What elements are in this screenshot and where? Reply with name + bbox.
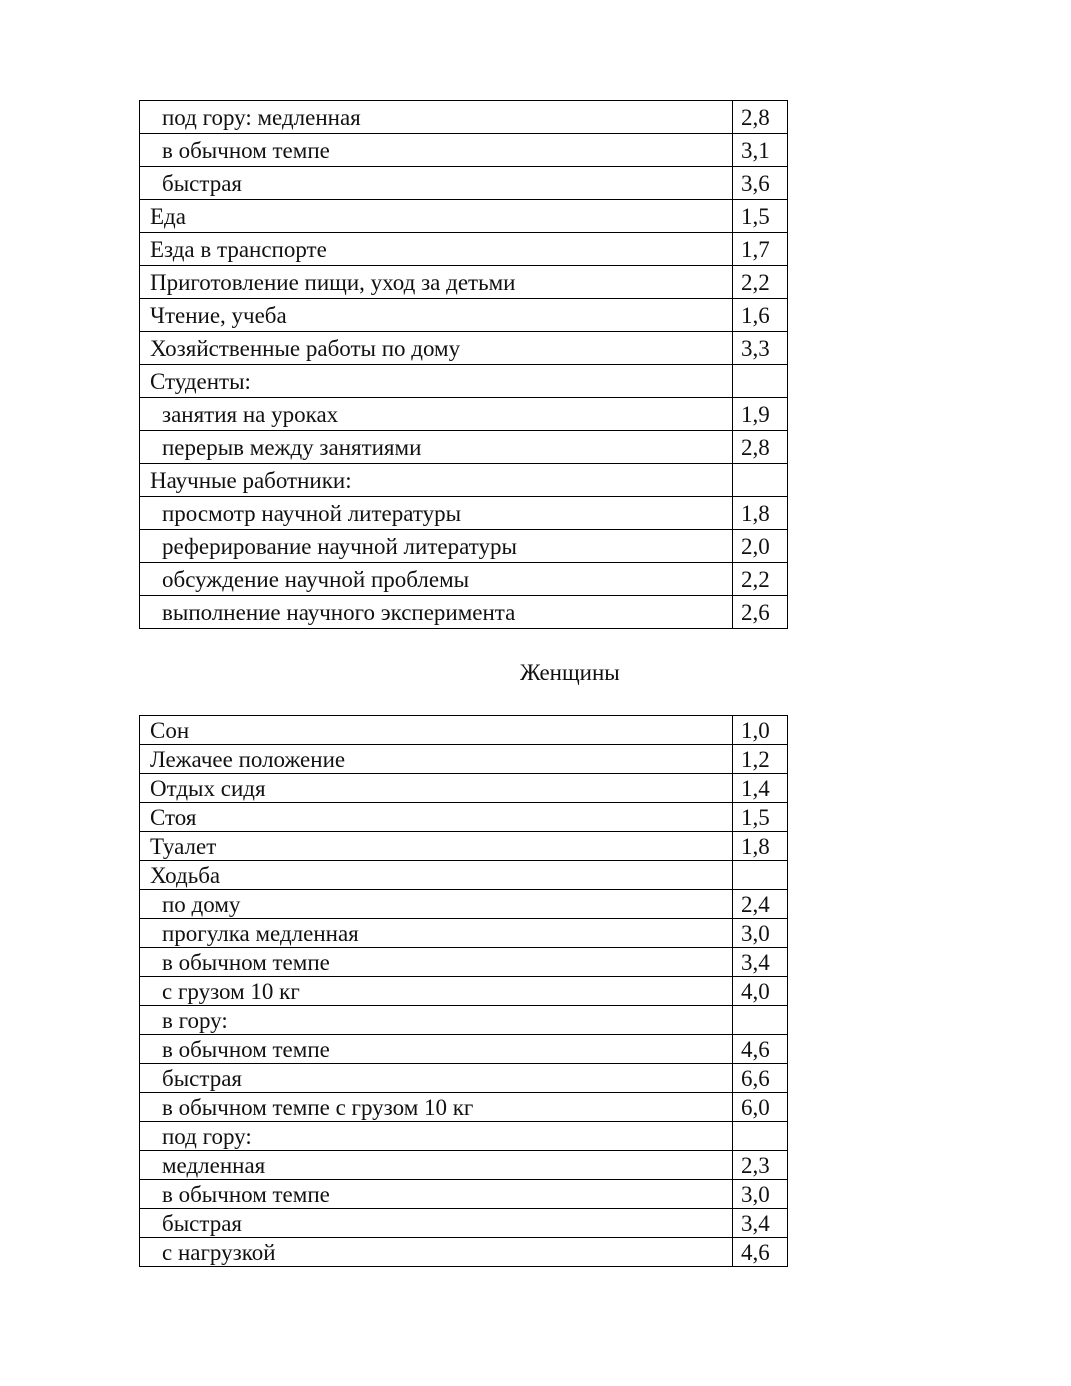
activity-label-cell: в обычном темпе с грузом 10 кг [140,1093,733,1122]
table-row [140,464,788,497]
table-row [140,332,788,365]
value-cell: 2,6 [733,596,788,629]
value-cell: 2,8 [733,431,788,464]
value-cell: 3,4 [733,1209,788,1238]
activity-label-cell: быстрая [140,1064,733,1093]
table-row [140,1238,788,1267]
value-cell: 3,0 [733,919,788,948]
activity-label-cell: Езда в транспорте [140,233,733,266]
value-cell: 1,8 [733,497,788,530]
value-cell: 1,5 [733,200,788,233]
activity-label-cell: быстрая [140,167,733,200]
table-row [140,497,788,530]
table-row [140,233,788,266]
activity-label-cell: Приготовление пищи, уход за детьми [140,266,733,299]
activity-label-cell: Хозяйственные работы по дому [140,332,733,365]
activity-table-continued [139,100,788,629]
activity-label-cell: под гору: медленная [140,101,733,134]
table-row [140,890,788,919]
activity-label-cell: с нагрузкой [140,1238,733,1267]
value-cell: 1,8 [733,832,788,861]
activity-label-cell: с грузом 10 кг [140,977,733,1006]
value-cell: 3,3 [733,332,788,365]
table-row [140,563,788,596]
activity-table-women [139,715,788,1267]
table-row [140,431,788,464]
value-cell: 1,0 [733,716,788,745]
table-row [140,948,788,977]
value-cell: 6,6 [733,1064,788,1093]
table-row [140,919,788,948]
value-cell [733,464,788,497]
table-body [140,716,788,1267]
value-cell [733,1006,788,1035]
table-row [140,398,788,431]
table-row [140,803,788,832]
value-cell: 1,6 [733,299,788,332]
value-cell [733,861,788,890]
table-row [140,167,788,200]
value-cell: 4,6 [733,1035,788,1064]
activity-label-cell: выполнение научного эксперимента [140,596,733,629]
activity-label-cell: Ходьба [140,861,733,890]
activity-label-cell: Лежачее положение [140,745,733,774]
value-cell: 1,4 [733,774,788,803]
activity-label-cell: медленная [140,1151,733,1180]
activity-label-cell: в обычном темпе [140,1035,733,1064]
activity-label-cell: просмотр научной литературы [140,497,733,530]
activity-label-cell: Туалет [140,832,733,861]
value-cell: 2,4 [733,890,788,919]
table-row [140,365,788,398]
table-row [140,200,788,233]
activity-label-cell: в обычном темпе [140,948,733,977]
value-cell: 2,0 [733,530,788,563]
activity-label-cell: Еда [140,200,733,233]
table-row [140,832,788,861]
activity-label-cell: в гору: [140,1006,733,1035]
activity-label-cell: по дому [140,890,733,919]
table-row [140,266,788,299]
table-row [140,1006,788,1035]
table-row [140,101,788,134]
table-row [140,1035,788,1064]
table-row [140,1064,788,1093]
table-body [140,101,788,629]
value-cell: 3,4 [733,948,788,977]
table-row [140,596,788,629]
activity-label-cell: обсуждение научной проблемы [140,563,733,596]
table-row [140,1180,788,1209]
activity-label-cell: под гору: [140,1122,733,1151]
value-cell: 2,2 [733,563,788,596]
activity-label-cell: Стоя [140,803,733,832]
activity-label-cell: перерыв между занятиями [140,431,733,464]
value-cell: 3,0 [733,1180,788,1209]
table-row [140,299,788,332]
activity-label-cell: Отдых сидя [140,774,733,803]
value-cell: 1,5 [733,803,788,832]
table-row [140,1209,788,1238]
value-cell: 2,8 [733,101,788,134]
value-cell: 1,9 [733,398,788,431]
table-row [140,716,788,745]
value-cell: 1,7 [733,233,788,266]
table-row [140,774,788,803]
value-cell: 6,0 [733,1093,788,1122]
activity-label-cell: быстрая [140,1209,733,1238]
value-cell [733,365,788,398]
value-cell [733,1122,788,1151]
activity-label-cell: занятия на уроках [140,398,733,431]
table-row [140,1122,788,1151]
activity-label-cell: Научные работники: [140,464,733,497]
value-cell: 4,6 [733,1238,788,1267]
value-cell: 4,0 [733,977,788,1006]
value-cell: 2,3 [733,1151,788,1180]
activity-label-cell: реферирование научной литературы [140,530,733,563]
section-heading-women: Женщины [520,660,620,685]
value-cell: 2,2 [733,266,788,299]
table-row [140,977,788,1006]
value-cell: 3,6 [733,167,788,200]
table-row [140,1093,788,1122]
value-cell: 1,2 [733,745,788,774]
activity-label-cell: Чтение, учеба [140,299,733,332]
activity-label-cell: в обычном темпе [140,1180,733,1209]
table-row [140,1151,788,1180]
table-row [140,134,788,167]
value-cell: 3,1 [733,134,788,167]
activity-label-cell: прогулка медленная [140,919,733,948]
activity-label-cell: в обычном темпе [140,134,733,167]
table-row [140,745,788,774]
table-row [140,861,788,890]
activity-label-cell: Студенты: [140,365,733,398]
activity-label-cell: Сон [140,716,733,745]
table-row [140,530,788,563]
